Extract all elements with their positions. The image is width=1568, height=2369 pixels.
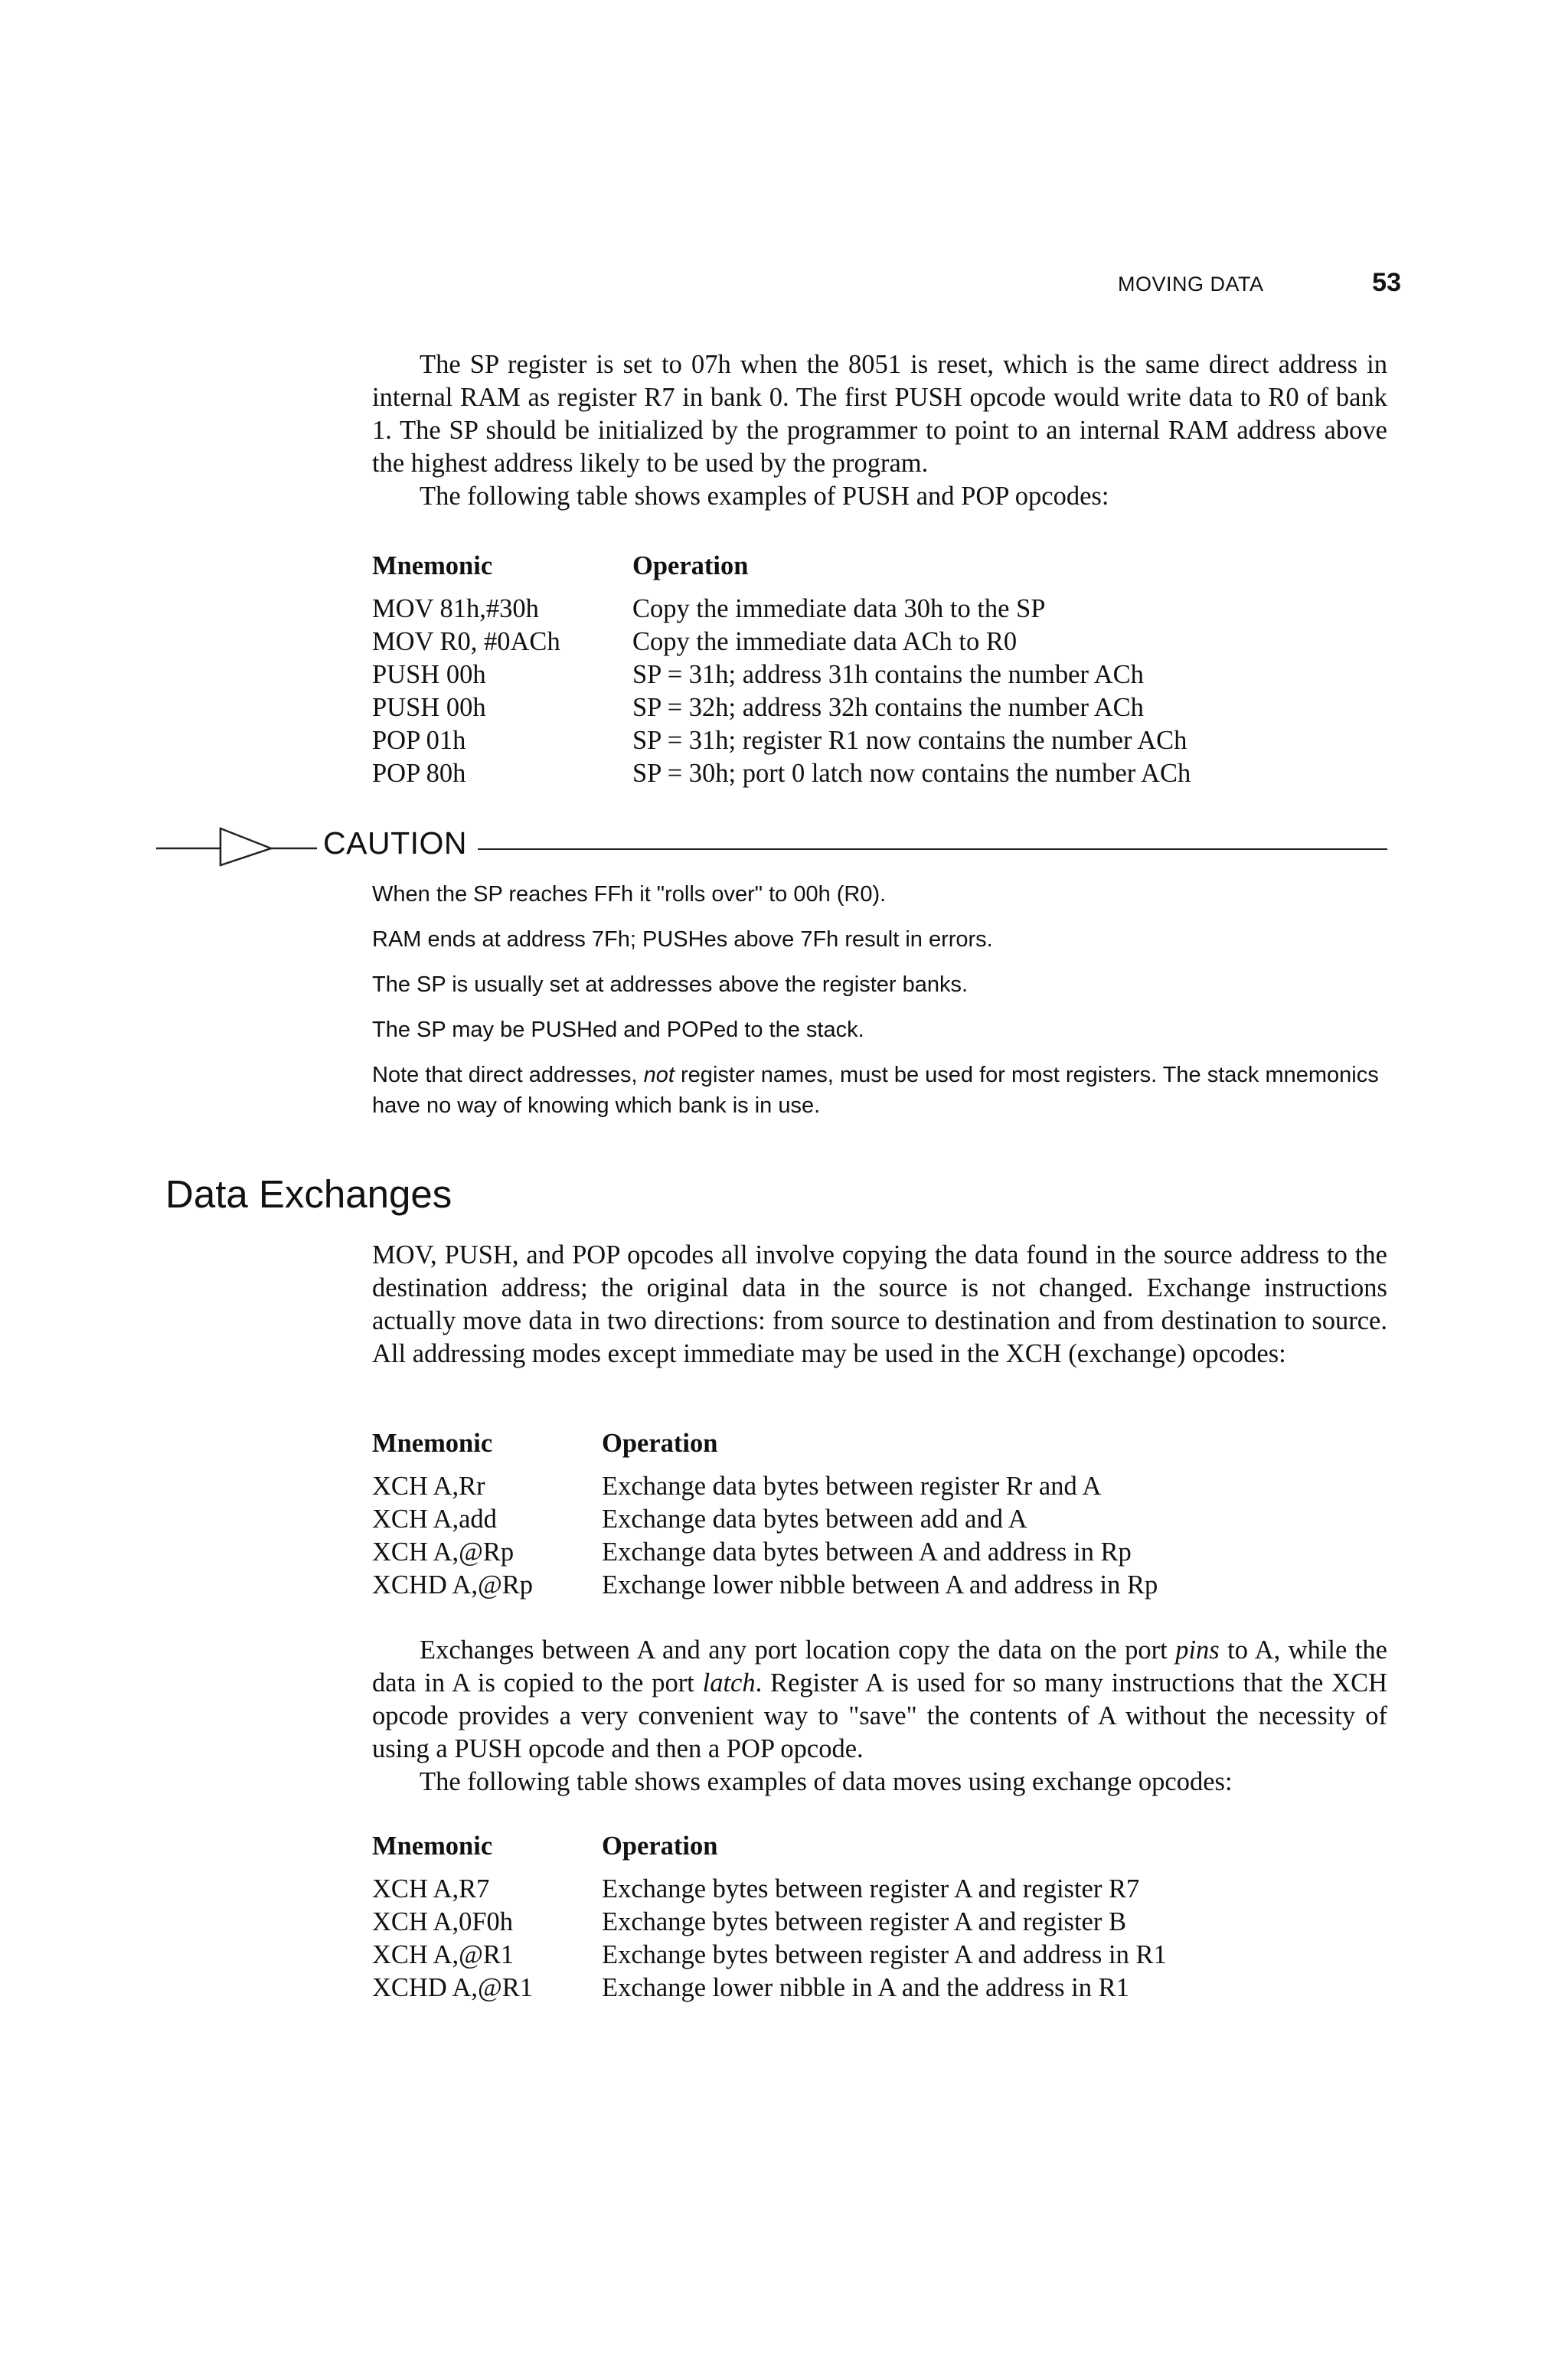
operation-column-header: Operation — [602, 1429, 718, 1458]
operation-cell: SP = 32h; address 32h contains the number ACh — [632, 693, 1144, 722]
table-row — [372, 1536, 1387, 1569]
page-number: 53 — [1372, 268, 1401, 297]
mnemonic-cell: MOV R0, #0ACh — [372, 627, 560, 656]
caution-label: CAUTION — [323, 825, 467, 861]
operation-cell: Exchange data bytes between add and A — [602, 1505, 1027, 1534]
exchange-opcode-table — [372, 1427, 1387, 1602]
caution-note-emphasis: not — [643, 1063, 675, 1087]
table-row — [372, 626, 1387, 658]
mnemonic-cell: XCHD A,@R1 — [372, 1973, 534, 2002]
caution-note — [372, 1060, 1387, 1121]
paragraph-emphasis: pins — [1175, 1635, 1220, 1665]
table-row — [372, 1906, 1387, 1939]
table-row — [372, 724, 1387, 757]
caution-line: When the SP reaches FFh it "rolls over" to 00h (R0). — [372, 882, 887, 907]
caution-note-prefix: Note that direct addresses, — [372, 1063, 644, 1087]
exchange-paragraph: MOV, PUSH, and POP opcodes all involve copying the data found in the source address to the destination address; the original data in the source is not changed. Exchange instructions actually move data in two directions: from source to destination and from destination to source. All addressing modes except immediate may be used in the XCH (exchange) opcodes: — [372, 1240, 1387, 1368]
operation-cell: SP = 31h; address 31h contains the number ACh — [632, 660, 1144, 689]
mnemonic-column-header: Mnemonic — [372, 551, 493, 580]
mnemonic-cell: XCH A,add — [372, 1505, 497, 1534]
running-title: MOVING DATA — [1118, 273, 1264, 296]
mnemonic-cell: XCHD A,@Rp — [372, 1570, 534, 1599]
section-heading: Data Exchanges — [165, 1172, 452, 1216]
operation-cell: Exchange bytes between register A and register R7 — [602, 1874, 1140, 1903]
table-row — [372, 1470, 1387, 1503]
operation-cell: Exchange data bytes between register Rr and A — [602, 1472, 1102, 1501]
caution-line: RAM ends at address 7Fh; PUSHes above 7Fh result in errors. — [372, 927, 993, 952]
table-header-row — [372, 1830, 1387, 1863]
exchange-example-table — [372, 1830, 1387, 2005]
table-row — [372, 757, 1387, 790]
operation-cell: Exchange bytes between register A and register B — [602, 1907, 1126, 1936]
table-row — [372, 1873, 1387, 1906]
intro-paragraph: The SP register is set to 07h when the 8051 is reset, which is the same direct address in internal RAM as register R7 in bank 0. The first PUSH opcode would write data to R0 of bank 1. The SP should be initialized by the programmer to point to an internal RAM address above the highest address likely to be used by the program. — [372, 350, 1387, 478]
mnemonic-cell: XCH A,Rr — [372, 1472, 485, 1501]
mnemonic-cell: POP 80h — [372, 759, 466, 788]
mnemonic-cell: XCH A,R7 — [372, 1874, 490, 1903]
caution-note-suffix: register names, must be used for most registers. The stack mnemonics have no way of knowing which bank is in use. — [372, 1063, 1379, 1118]
stack-opcode-table — [372, 550, 1387, 790]
operation-cell: Exchange bytes between register A and address in R1 — [602, 1940, 1167, 1969]
mnemonic-cell: PUSH 00h — [372, 693, 486, 722]
port-exchange-paragraph — [372, 1634, 1387, 1766]
caution-arrow-icon — [156, 822, 317, 868]
operation-column-header: Operation — [602, 1831, 718, 1861]
operation-cell: SP = 31h; register R1 now contains the number ACh — [632, 726, 1187, 755]
operation-cell: Exchange lower nibble in A and the address in R1 — [602, 1973, 1129, 2002]
intro-section — [372, 348, 1387, 513]
exchange-notes — [372, 1634, 1387, 1799]
paragraph-text: . Register A is used for so many instructions that the XCH opcode provides a very convenient way to "save" the contents of A without the necessity of using a PUSH opcode and then a POP opcode. — [372, 1668, 1387, 1763]
operation-cell: SP = 30h; port 0 latch now contains the number ACh — [632, 759, 1191, 788]
data-exchanges-intro — [372, 1239, 1387, 1371]
table-intro-paragraph: The following table shows examples of PUSH and POP opcodes: — [420, 482, 1109, 511]
caution-rule — [478, 848, 1387, 850]
running-header — [1118, 268, 1401, 306]
table-row — [372, 691, 1387, 724]
table-row — [372, 658, 1387, 691]
caution-line: The SP may be PUSHed and POPed to the stack. — [372, 1018, 864, 1042]
operation-column-header: Operation — [632, 551, 749, 580]
mnemonic-column-header: Mnemonic — [372, 1831, 493, 1861]
operation-cell: Copy the immediate data ACh to R0 — [632, 627, 1018, 656]
table-row — [372, 593, 1387, 626]
operation-cell: Copy the immediate data 30h to the SP — [632, 594, 1046, 623]
table-intro-paragraph: The following table shows examples of data moves using exchange opcodes: — [420, 1767, 1233, 1796]
mnemonic-cell: PUSH 00h — [372, 660, 486, 689]
table-header-row — [372, 550, 1387, 583]
paragraph-text: Exchanges between A and any port location copy the data on the port — [420, 1635, 1176, 1665]
mnemonic-cell: XCH A,0F0h — [372, 1907, 514, 1936]
table-row — [372, 1503, 1387, 1536]
paragraph-emphasis: latch — [702, 1668, 756, 1698]
mnemonic-column-header: Mnemonic — [372, 1429, 493, 1458]
table-row — [372, 1569, 1387, 1602]
paragraph-text: to A, while the data in A is copied to the port — [372, 1635, 1387, 1698]
caution-line: The SP is usually set at addresses above the register banks. — [372, 972, 969, 997]
operation-cell: Exchange data bytes between A and address in Rp — [602, 1537, 1132, 1567]
mnemonic-cell: MOV 81h,#30h — [372, 594, 539, 623]
table-row — [372, 1939, 1387, 1972]
caution-body — [372, 879, 1387, 1135]
mnemonic-cell: POP 01h — [372, 726, 466, 755]
caution-header — [156, 822, 1387, 868]
table-row — [372, 1972, 1387, 2005]
table-header-row — [372, 1427, 1387, 1460]
mnemonic-cell: XCH A,@Rp — [372, 1537, 514, 1567]
mnemonic-cell: XCH A,@R1 — [372, 1940, 514, 1969]
operation-cell: Exchange lower nibble between A and address in Rp — [602, 1570, 1158, 1599]
